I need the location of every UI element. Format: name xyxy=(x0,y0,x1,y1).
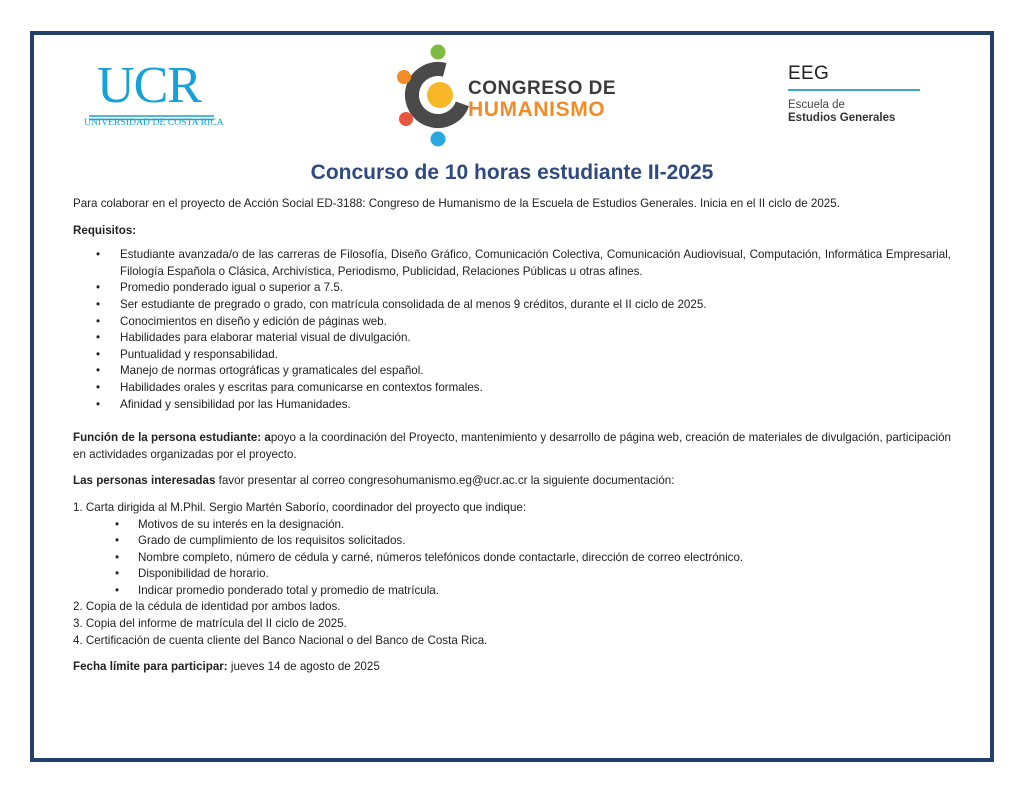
documento-item-2: 2. Copia de la cédula de identidad por ambos lados. xyxy=(73,600,341,614)
funcion-label: Función de la persona estudiante: a xyxy=(73,431,271,445)
eeg-logo xyxy=(788,63,928,124)
list-item: • Disponibilidad de horario. xyxy=(138,566,951,583)
list-item: • Manejo de normas ortográficas y gramaticales del español. xyxy=(120,363,951,380)
intro-paragraph: Para colaborar en el proyecto de Acción Social ED-3188: Congreso de Humanismo de la Escuela de Estudios Generales. Inicia en el II ciclo de 2025. xyxy=(73,197,840,210)
congreso-logo-line1: CONGRESO DE xyxy=(468,78,617,99)
list-item: • Afinidad y sensibilidad por las Humanidades. xyxy=(120,397,951,414)
list-item: • Habilidades para elaborar material visual de divulgación. xyxy=(120,330,951,347)
list-item: • Motivos de su interés en la designación. xyxy=(138,517,951,534)
list-item: • Estudiante avanzada/o de las carreras de Filosofía, Diseño Gráfico, Comunicación Colectiva, Comunicación Audiovisual, Computación, Informática Empresarial, Filología Española o Clásica, Archivística, Periodismo, Publicidad, Relaciones Públicas u otras afines. xyxy=(120,247,951,280)
document-body xyxy=(73,196,951,676)
header xyxy=(34,35,990,165)
funcion-text: poyo a la coordinación del Proyecto, mantenimiento y desarrollo de página web, creación de materiales de divulgación, participación en actividades organizadas por el proyecto. xyxy=(73,431,951,461)
list-item: • Grado de cumplimiento de los requisitos solicitados. xyxy=(138,533,951,550)
interesadas-paragraph xyxy=(73,473,951,490)
fecha-label: Fecha límite para participar: xyxy=(73,660,228,674)
fecha-paragraph xyxy=(73,659,951,676)
interesadas-label: Las personas interesadas xyxy=(73,474,216,488)
congreso-emblem-icon xyxy=(396,43,472,147)
documento-sub-list xyxy=(73,517,951,600)
eeg-logo-title: EEG xyxy=(788,63,830,84)
eeg-logo-line2: Estudios Generales xyxy=(788,112,896,124)
list-item: • Conocimientos en diseño y edición de páginas web. xyxy=(120,314,951,331)
eeg-logo-rule xyxy=(788,89,920,91)
requisitos-list xyxy=(73,247,951,413)
list-item: • Habilidades orales y escritas para comunicarse en contextos formales. xyxy=(120,380,951,397)
list-item: • Promedio ponderado igual o superior a 7.5. xyxy=(120,280,951,297)
ucr-logo-letters: UCR xyxy=(97,57,201,114)
congreso-logo xyxy=(396,43,656,153)
fecha-value: jueves 14 de agosto de 2025 xyxy=(227,660,380,674)
eeg-logo-line1: Escuela de xyxy=(788,99,845,111)
page-title: Concurso de 10 horas estudiante II-2025 xyxy=(310,161,714,184)
funcion-paragraph xyxy=(73,430,951,463)
documento-item-4: 4. Certificación de cuenta cliente del Banco Nacional o del Banco de Costa Rica. xyxy=(73,633,488,647)
interesadas-text: favor presentar al correo congresohumanismo.eg@ucr.ac.cr la siguiente documentación: xyxy=(215,474,675,488)
list-item: • Puntualidad y responsabilidad. xyxy=(120,347,951,364)
ucr-logo-lines xyxy=(89,114,214,122)
list-item: • Nombre completo, número de cédula y carné, números telefónicos donde contactarle, dirección de correo electrónico. xyxy=(138,550,951,567)
list-item: • Indicar promedio ponderado total y promedio de matrícula. xyxy=(138,583,951,600)
documento-item-1: 1. Carta dirigida al M.Phil. Sergio Martén Saborío, coordinador del proyecto que indique: xyxy=(73,500,527,514)
ucr-logo xyxy=(84,57,224,128)
list-item: • Ser estudiante de pregrado o grado, con matrícula consolidada de al menos 9 créditos, durante el II ciclo de 2025. xyxy=(120,297,951,314)
ucr-logo-subtitle: UNIVERSIDAD DE COSTA RICA xyxy=(84,118,224,128)
congreso-logo-line2: HUMANISMO xyxy=(468,98,606,121)
requisitos-heading: Requisitos: xyxy=(73,223,137,237)
documento-item-3: 3. Copia del informe de matrícula del II ciclo de 2025. xyxy=(73,617,347,631)
